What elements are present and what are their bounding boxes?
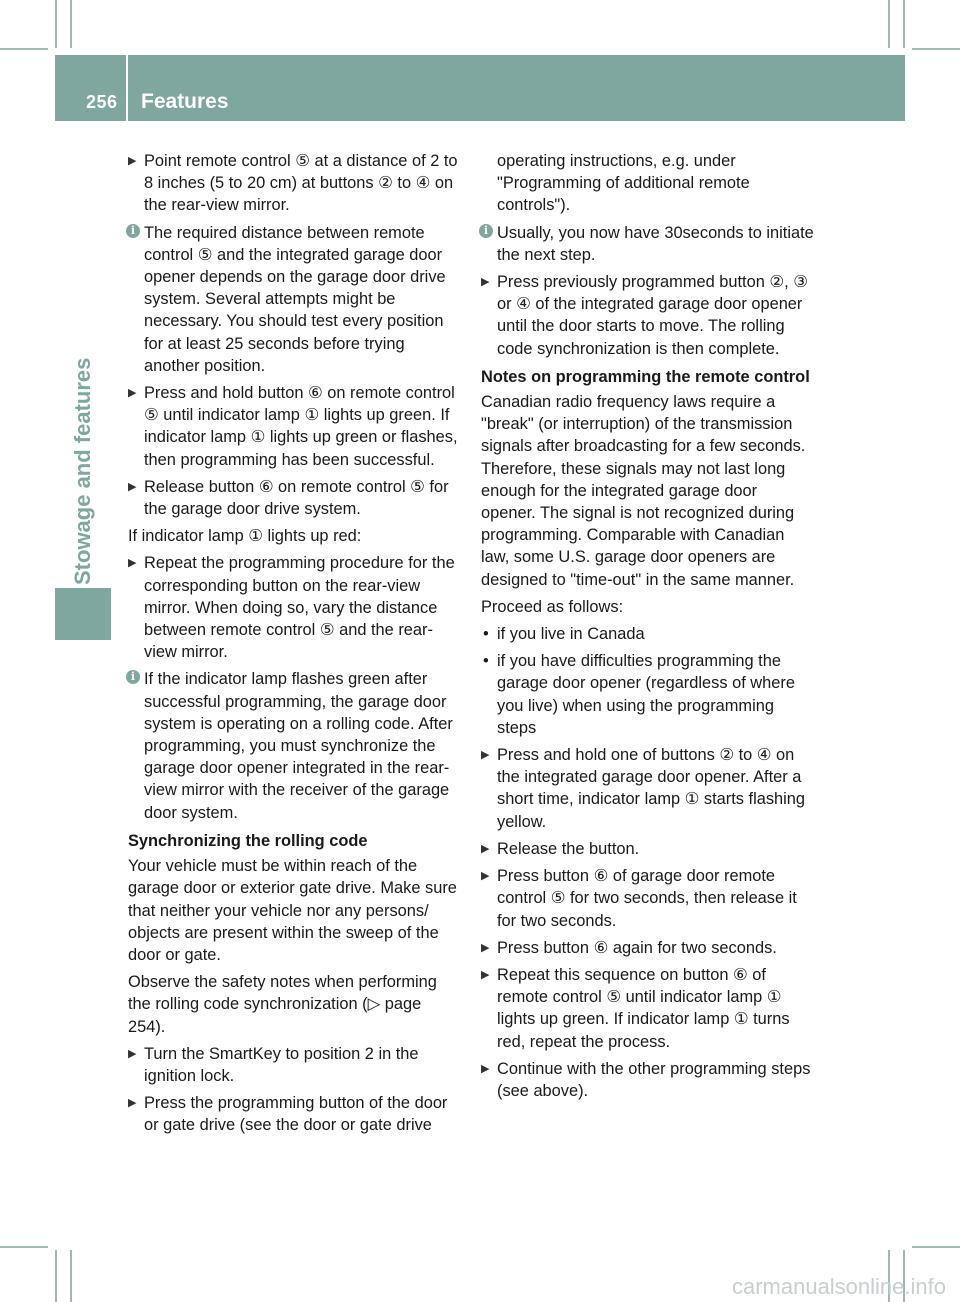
page-number: 256: [86, 92, 118, 112]
step-arrow-icon: ▶: [128, 557, 137, 570]
instruction-step: [128, 382, 463, 471]
info-icon: i: [126, 670, 140, 684]
text: Synchronizing the rolling code: [128, 831, 368, 850]
side-chapter-title: Stowage and features: [70, 357, 95, 585]
crop-mark: [70, 1250, 72, 1302]
text: Usually, you now have 30seconds to initiate the next step.: [497, 223, 814, 264]
crop-mark: [0, 1246, 48, 1248]
text: Press the programming button of the door or gate drive (see the door or gate drive: [144, 1094, 448, 1135]
crop-mark: [55, 0, 57, 48]
text: Repeat the programming procedure for the corresponding button on the rear-view mirror. When doing so, vary the distance between remote control ⑤ and the rear-view mirror.: [144, 554, 455, 662]
text: Observe the safety notes when performing the rolling code synchronization (▷ page 254).: [128, 973, 437, 1036]
info-icon: i: [126, 224, 140, 238]
text: The required distance between remote control ⑤ and the integrated garage door opener depends on the garage door drive system. Several attempts might be necessary. You should test every position for at least 25 seconds before trying another position.: [144, 223, 446, 375]
watermark: carmanualsonline.info: [731, 1274, 946, 1299]
crop-mark: [70, 0, 72, 48]
text: Release button ⑥ on remote control ⑤ for the garage door drive system.: [144, 477, 449, 519]
header-divider: [126, 55, 128, 121]
paragraph: [481, 391, 816, 591]
instruction-step: [481, 964, 816, 1053]
step-arrow-icon: ▶: [481, 870, 490, 883]
text: if you live in Canada: [497, 625, 645, 644]
text: If indicator lamp ① lights up red:: [128, 527, 362, 546]
text: Press and hold one of buttons ② to ④ on the integrated garage door opener. After a short time, indicator lamp ① starts flashing yellow.: [497, 746, 806, 831]
step-arrow-icon: ▶: [128, 387, 137, 400]
step-arrow-icon: ▶: [481, 968, 490, 981]
info-note: [128, 668, 463, 823]
text: operating instructions, e.g. under "Programming of additional remote controls").: [497, 152, 750, 215]
instruction-step: [481, 744, 816, 833]
info-note: [481, 222, 816, 266]
crop-mark: [888, 0, 890, 48]
instruction-step: [128, 476, 463, 520]
instruction-continued: [481, 150, 816, 217]
info-icon: i: [479, 224, 493, 238]
side-chapter-marker: [55, 588, 111, 640]
text: Turn the SmartKey to position 2 in the ignition lock.: [144, 1044, 419, 1085]
step-arrow-icon: ▶: [481, 941, 490, 954]
text: Point remote control ⑤ at a distance of 2 to 8 inches (5 to 20 cm) at buttons ② to ④ on the rear-view mirror.: [144, 152, 458, 215]
instruction-step: [128, 150, 463, 217]
text: Your vehicle must be within reach of the garage door or exterior gate drive. Make sure that neither your vehicle nor any persons/ objects are present within the sweep of the door or gate.: [128, 857, 457, 964]
paragraph: [128, 525, 463, 547]
text: If the indicator lamp flashes green after successful programming, the garage door system is operating on a rolling code. After programming, you must synchronize the garage door opener integrated in the rear-view mirror with the receiver of the garage door system.: [144, 670, 453, 822]
instruction-step: [481, 1058, 816, 1102]
step-arrow-icon: ▶: [481, 276, 490, 289]
text: Press button ⑥ of garage door remote control ⑤ for two seconds, then release it for two seconds.: [497, 867, 797, 930]
right-column: [481, 150, 816, 1107]
step-arrow-icon: ▶: [128, 155, 137, 167]
text: Press and hold button ⑥ on remote control ⑤ until indicator lamp ① lights up green. If indicator lamp ① lights up green or flashes, then programming has been successful.: [144, 384, 458, 469]
instruction-step: [128, 552, 463, 663]
left-column: [128, 150, 463, 1142]
crop-mark: [55, 1250, 57, 1302]
instruction-step: [128, 1043, 463, 1087]
crop-mark: [912, 1246, 960, 1248]
step-arrow-icon: ▶: [128, 480, 137, 493]
bullet-item: [481, 650, 816, 739]
instruction-step: [481, 865, 816, 932]
instruction-step: [481, 838, 816, 860]
bullet-item: [481, 623, 816, 645]
crop-mark: [0, 48, 48, 50]
instruction-step: [481, 937, 816, 959]
text: Press previously programmed button ②, ③ or ④ of the integrated garage door opener until the door starts to move. The rolling code synchronization is then complete.: [497, 273, 808, 358]
bullet-icon: •: [483, 652, 489, 671]
subheading: [481, 366, 816, 388]
subheading: [128, 830, 463, 852]
text: Repeat this sequence on button ⑥ of remote control ⑤ until indicator lamp ① lights up green. If indicator lamp ① turns red, repeat the process.: [497, 965, 790, 1051]
step-arrow-icon: ▶: [481, 842, 490, 855]
text: Proceed as follows:: [481, 597, 624, 616]
paragraph: [481, 596, 816, 618]
text: Notes on programming the remote control: [481, 367, 810, 386]
text: Continue with the other programming steps (see above).: [497, 1059, 811, 1100]
step-arrow-icon: ▶: [481, 1062, 490, 1075]
step-arrow-icon: ▶: [481, 749, 490, 762]
bullet-icon: •: [483, 625, 489, 644]
step-arrow-icon: ▶: [128, 1047, 137, 1060]
text: Canadian radio frequency laws require a "break" (or interruption) of the transmission signals after broadcasting for a few seconds. Therefore, these signals may not last long enough for the integrated garage door opener. The signal is not recognized during programming. Comparable with Canadian law, some U.S. garage door openers are designed to "time-out" in the same manner.: [481, 393, 806, 589]
text: Press button ⑥ again for two seconds.: [497, 938, 777, 957]
instruction-step: [128, 1092, 463, 1136]
section-title: Features: [141, 90, 229, 113]
paragraph: [128, 855, 463, 966]
info-note: [128, 222, 463, 377]
text: Release the button.: [497, 839, 640, 858]
step-arrow-icon: ▶: [128, 1097, 137, 1110]
paragraph: [128, 971, 463, 1038]
crop-mark: [912, 48, 960, 50]
text: if you have difficulties programming the garage door opener (regardless of where you live) when using the programming steps: [497, 652, 795, 737]
instruction-step: [481, 271, 816, 360]
crop-mark: [903, 0, 905, 48]
